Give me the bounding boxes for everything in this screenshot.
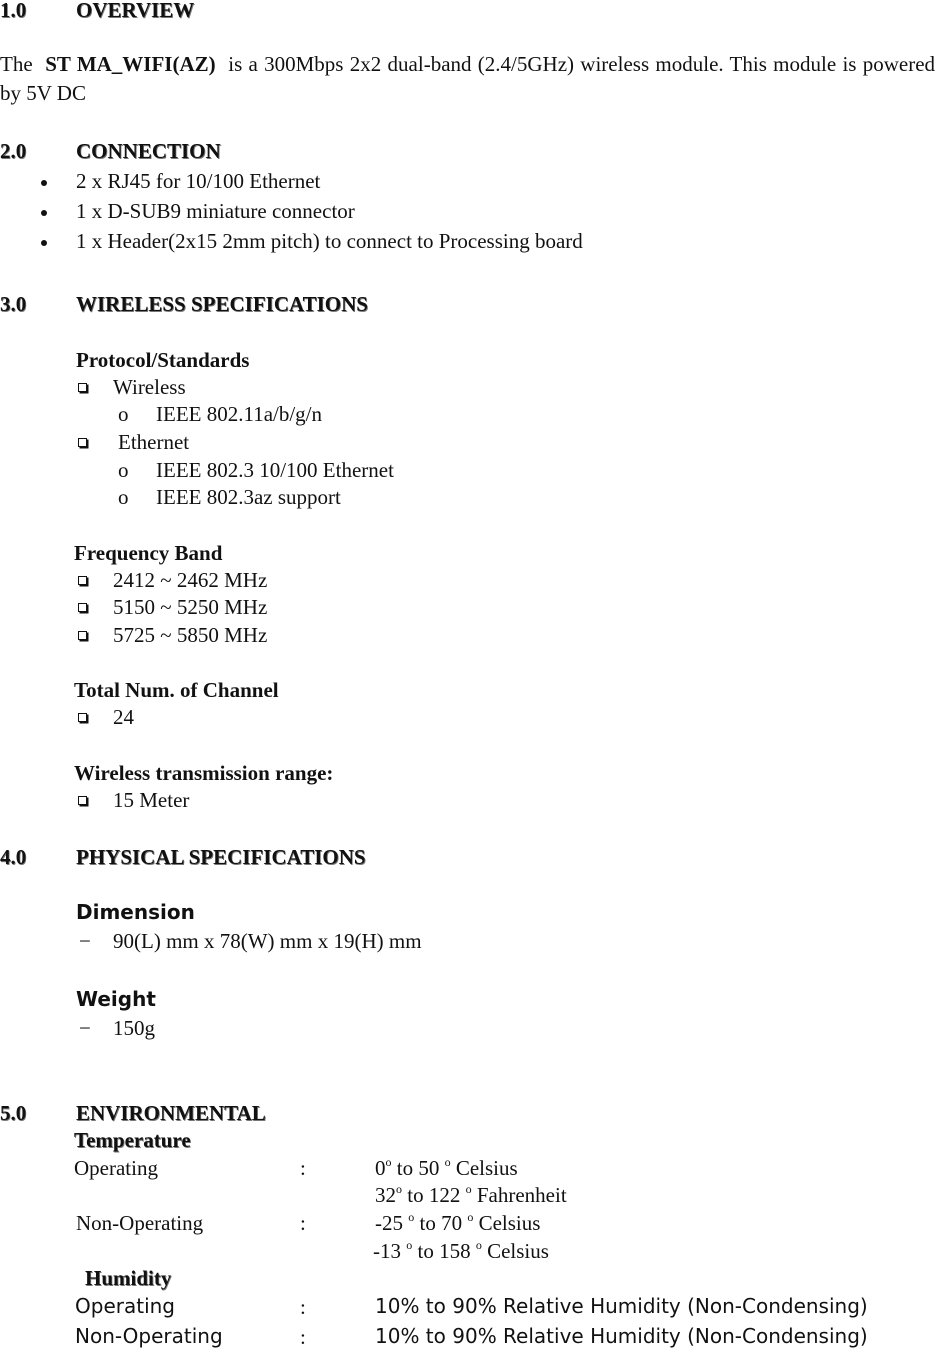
temp-nonoperating-celsius: -25 $^o$ to 70 $^o$ Celsius bbox=[375, 1210, 541, 1235]
section-4-title: PHYSICAL SPECIFICATIONS bbox=[76, 845, 366, 869]
section-3-title: WIRELESS SPECIFICATIONS bbox=[76, 292, 368, 316]
humidity-heading: Humidity bbox=[85, 1266, 172, 1290]
temp-operating-fahrenheit: 32$^o$ to 122 $^o$ Fahrenheit bbox=[375, 1182, 567, 1207]
protocol-heading: Protocol/Standards bbox=[76, 348, 250, 372]
dimension-value: 90(L) mm x 78(W) mm x 19(H) mm bbox=[113, 929, 422, 953]
humidity-operating-label: Operating bbox=[75, 1294, 175, 1318]
section-5-title: ENVIRONMENTAL bbox=[76, 1101, 266, 1125]
frequency-item: 5150 ~ 5250 MHz bbox=[113, 595, 268, 619]
section-4-number: 4.0 bbox=[0, 845, 27, 869]
colon: : bbox=[300, 1211, 306, 1235]
sub-bullet: o bbox=[118, 485, 129, 509]
channels-heading: Total Num. of Channel bbox=[74, 678, 279, 702]
humidity-operating-value: 10% to 90% Relative Humidity (Non-Condensing) bbox=[375, 1294, 868, 1318]
protocol-wireless-standard: IEEE 802.11a/b/g/n bbox=[156, 402, 323, 426]
section-2-number: 2.0 bbox=[0, 139, 27, 163]
temperature-heading: Temperature bbox=[74, 1128, 191, 1152]
section-5-number: 5.0 bbox=[0, 1101, 27, 1125]
dash-bullet: − bbox=[79, 929, 91, 953]
frequency-heading: Frequency Band bbox=[74, 541, 223, 565]
section-3-number: 3.0 bbox=[0, 292, 27, 316]
overview-paragraph: The ST MA_WIFI(AZ) is a 300Mbps 2x2 dual-band (2.4/5GHz) wireless module. This module is powered by 5V DC bbox=[0, 52, 935, 105]
dimension-heading: Dimension bbox=[76, 900, 195, 924]
section-1-title: OVERVIEW bbox=[76, 0, 195, 22]
weight-heading: Weight bbox=[76, 987, 156, 1011]
bullet-icon bbox=[41, 180, 47, 186]
frequency-item: 5725 ~ 5850 MHz bbox=[113, 623, 268, 647]
checkbox-bullet-icon bbox=[78, 796, 87, 805]
dash-bullet: − bbox=[79, 1016, 91, 1040]
connection-item: 1 x D-SUB9 miniature connector bbox=[76, 199, 355, 223]
temp-operating-celsius: 0$^o$ to 50 $^o$ Celsius bbox=[375, 1155, 518, 1180]
checkbox-bullet-icon bbox=[78, 576, 87, 585]
checkbox-bullet-icon bbox=[78, 438, 87, 447]
sub-bullet: o bbox=[118, 458, 129, 482]
bullet-icon bbox=[41, 210, 47, 216]
sub-bullet: o bbox=[118, 402, 129, 426]
protocol-ethernet: Ethernet bbox=[118, 430, 190, 454]
temp-nonoperating-second: -13 $^o$ to 158 $^o$ Celsius bbox=[373, 1238, 549, 1263]
protocol-ethernet-standard: IEEE 802.3az support bbox=[156, 485, 341, 509]
frequency-item: 2412 ~ 2462 MHz bbox=[113, 568, 268, 592]
colon: : bbox=[300, 1295, 306, 1319]
checkbox-bullet-icon bbox=[78, 713, 87, 722]
product-name: ST MA_WIFI(AZ) bbox=[45, 52, 216, 76]
checkbox-bullet-icon bbox=[78, 631, 87, 640]
colon: : bbox=[300, 1325, 306, 1349]
checkbox-bullet-icon bbox=[78, 603, 87, 612]
channels-value: 24 bbox=[113, 705, 134, 729]
connection-item: 2 x RJ45 for 10/100 Ethernet bbox=[76, 169, 321, 193]
colon: : bbox=[300, 1156, 306, 1180]
temp-operating-label: Operating bbox=[74, 1156, 158, 1180]
section-1-number: 1.0 bbox=[0, 0, 27, 22]
range-heading: Wireless transmission range: bbox=[74, 761, 334, 785]
protocol-ethernet-standard: IEEE 802.3 10/100 Ethernet bbox=[156, 458, 394, 482]
temp-nonoperating-label: Non-Operating bbox=[76, 1211, 204, 1235]
checkbox-bullet-icon bbox=[78, 383, 87, 392]
protocol-wireless: Wireless bbox=[113, 375, 186, 399]
section-2-title: CONNECTION bbox=[76, 139, 221, 163]
bullet-icon bbox=[41, 240, 47, 246]
weight-value: 150g bbox=[113, 1016, 155, 1040]
connection-item: 1 x Header(2x15 2mm pitch) to connect to Processing board bbox=[76, 229, 583, 253]
humidity-nonoperating-label: Non-Operating bbox=[75, 1324, 223, 1348]
range-value: 15 Meter bbox=[113, 788, 190, 812]
humidity-nonoperating-value: 10% to 90% Relative Humidity (Non-Condensing) bbox=[375, 1324, 868, 1348]
